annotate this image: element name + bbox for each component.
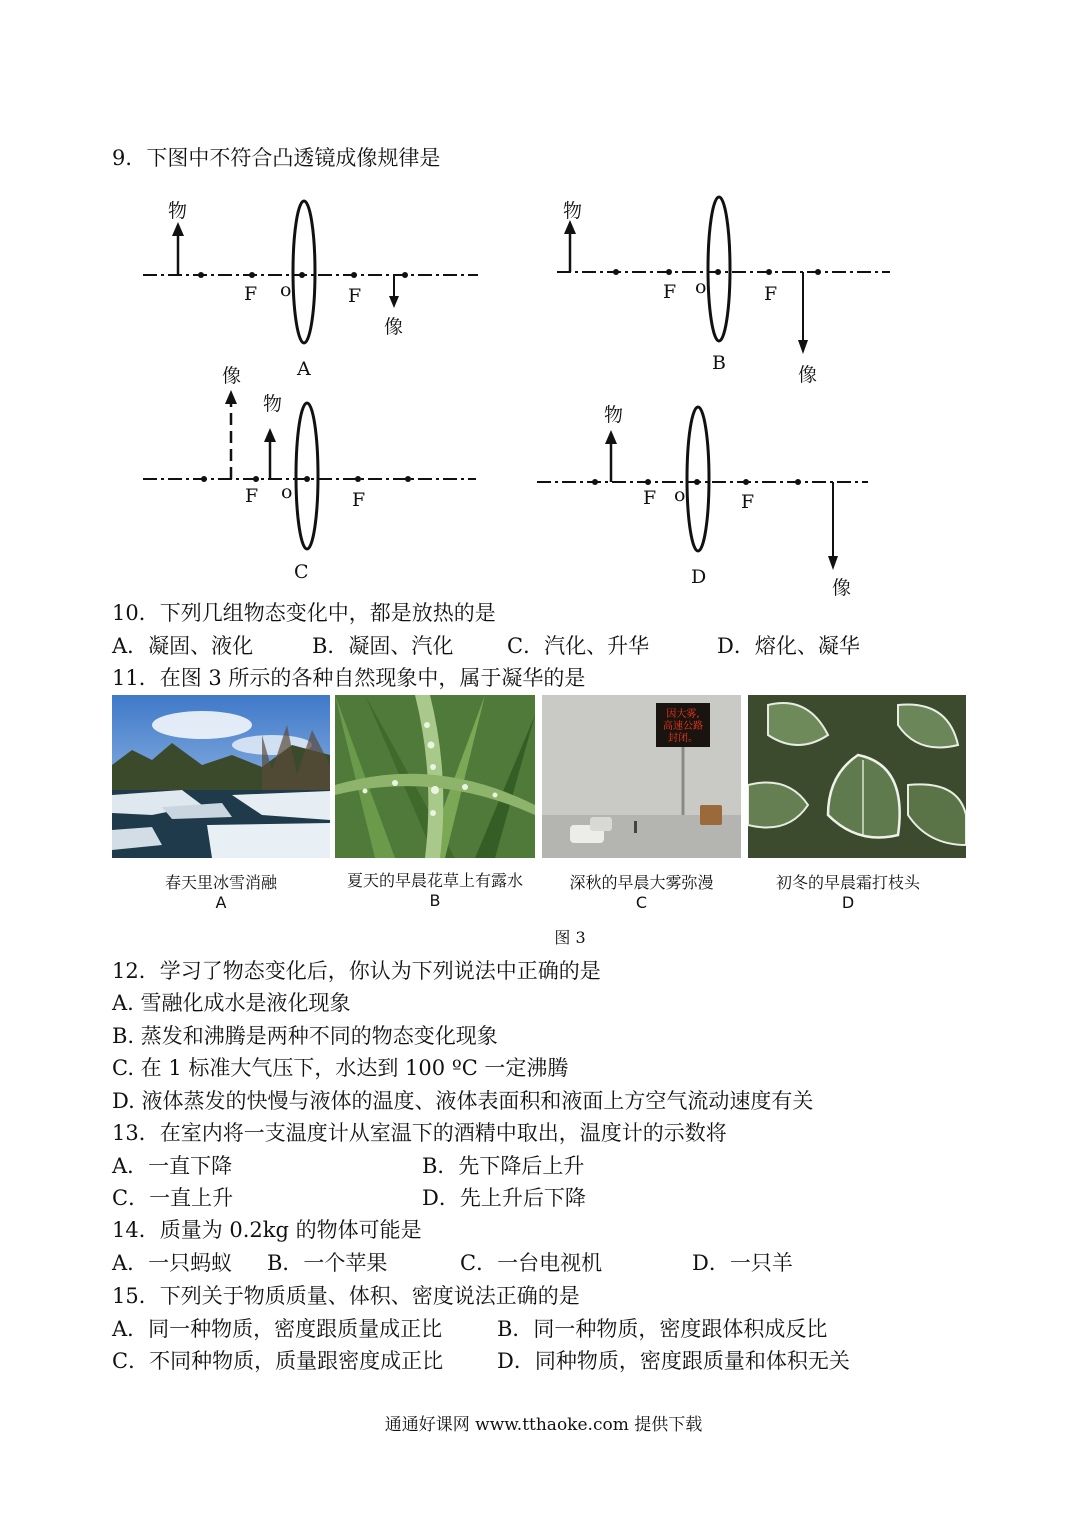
q9-title: 9．下图中不符合凸透镜成像规律是	[112, 146, 441, 170]
label-f-right-a: F	[348, 285, 362, 307]
q15-option-b: B．同一种物质，密度跟体积成反比	[497, 1317, 828, 1341]
q12-title: 12．学习了物态变化后，你认为下列说法中正确的是	[112, 959, 601, 983]
q15-option-d: D．同种物质，密度跟质量和体积无关	[497, 1349, 850, 1373]
q10-option-b: B．凝固、汽化	[312, 634, 454, 658]
image-arrow-b	[798, 340, 808, 354]
object-arrow-b	[564, 220, 576, 234]
caption-b-text: 夏天的早晨花草上有露水	[346, 871, 523, 890]
label-letter-a: A	[297, 358, 311, 380]
photo-dew-grass	[335, 695, 535, 858]
q15-option-c: C．不同种物质，质量跟密度成正比	[112, 1349, 444, 1373]
q10-option-a: A．凝固、液化	[112, 634, 254, 658]
caption-d-text: 初冬的早晨霜打枝头	[775, 873, 920, 892]
caption-c	[542, 870, 741, 912]
caption-c-letter: C	[635, 893, 648, 912]
label-o-d: o	[674, 484, 686, 506]
label-image-c: 像	[222, 365, 242, 387]
q12-option-b: B. 蒸发和沸腾是两种不同的物态变化现象	[112, 1024, 498, 1048]
q13-title: 13．在室内将一支温度计从室温下的酒精中取出，温度计的示数将	[112, 1121, 727, 1145]
label-letter-b: B	[712, 352, 726, 374]
q14-option-a: A．一只蚂蚁	[112, 1251, 233, 1275]
label-f-right-c: F	[352, 489, 366, 511]
label-object-a: 物	[168, 200, 188, 222]
caption-a-letter: A	[215, 893, 227, 912]
diagram-d	[537, 404, 868, 599]
label-image-d: 像	[832, 577, 852, 599]
label-letter-d: D	[691, 566, 707, 588]
label-f-right-b: F	[764, 283, 778, 305]
q13-option-d: D．先上升后下降	[422, 1186, 586, 1210]
diagram-b	[557, 197, 890, 386]
q15-title: 15．下列关于物质质量、体积、密度说法正确的是	[112, 1284, 580, 1308]
q14-option-c: C．一台电视机	[460, 1251, 603, 1275]
label-f-left-c: F	[245, 485, 259, 507]
q15-option-a: A．同一种物质，密度跟质量成正比	[112, 1317, 443, 1341]
caption-a-text: 春天里冰雪消融	[164, 873, 277, 892]
lens-diagrams	[0, 0, 1087, 600]
caption-d	[748, 870, 948, 912]
photo-melting-ice	[112, 695, 330, 858]
label-image-b: 像	[798, 364, 818, 386]
q12-option-a: A. 雪融化成水是液化现象	[112, 991, 351, 1015]
label-object-d: 物	[604, 404, 624, 426]
label-o-b: o	[695, 276, 707, 298]
label-image-a: 像	[384, 316, 404, 338]
caption-d-letter: D	[841, 893, 855, 912]
figure-label: 图 3	[554, 928, 586, 947]
image-arrow-a	[389, 296, 399, 308]
q10-option-c: C．汽化、升华	[507, 634, 650, 658]
label-o-c: o	[281, 481, 293, 503]
diagram-c	[143, 365, 476, 583]
q13-option-c: C．一直上升	[112, 1186, 234, 1210]
label-f-left-b: F	[663, 281, 677, 303]
caption-c-text: 深秋的早晨大雾弥漫	[569, 873, 714, 892]
sign-line-2: 高速公路	[663, 721, 703, 732]
photo-fog-highway	[542, 695, 741, 858]
caption-b-letter: B	[429, 891, 441, 910]
q10-option-d: D．熔化、凝华	[717, 634, 860, 658]
q13-option-a: A．一直下降	[112, 1154, 233, 1178]
sign-line-3: 封闭。	[668, 733, 698, 744]
q14-option-b: B．一个苹果	[267, 1251, 388, 1275]
label-object-b: 物	[563, 200, 583, 222]
q14-option-d: D．一只羊	[692, 1251, 793, 1275]
label-o-a: o	[280, 279, 292, 301]
footer-source: 通通好课网 www.tthaoke.com 提供下载	[384, 1415, 703, 1435]
label-f-right-d: F	[741, 491, 755, 513]
q13-option-b: B．先下降后上升	[422, 1154, 585, 1178]
q12-option-c: C. 在 1 标准大气压下，水达到 100 ºC 一定沸腾	[112, 1056, 569, 1080]
image-arrow-c	[225, 390, 237, 404]
q12-option-d: D. 液体蒸发的快慢与液体的温度、液体表面积和液面上方空气流动速度有关	[112, 1089, 814, 1113]
q10-title: 10．下列几组物态变化中，都是放热的是	[112, 601, 496, 625]
object-arrow-d	[605, 430, 617, 444]
label-object-c: 物	[263, 393, 283, 415]
caption-b	[335, 868, 535, 910]
caption-a	[112, 870, 330, 912]
q14-title: 14．质量为 0.2kg 的物体可能是	[112, 1218, 422, 1242]
q11-title: 11．在图 3 所示的各种自然现象中，属于凝华的是	[112, 666, 586, 690]
object-arrow-c	[264, 428, 276, 442]
sign-line-1: 因大雾,	[666, 709, 700, 720]
label-letter-c: C	[294, 561, 309, 583]
photo-frost-leaves	[748, 695, 966, 858]
label-f-left-d: F	[643, 487, 657, 509]
object-arrow-a	[172, 222, 184, 236]
diagram-a	[143, 200, 478, 380]
label-f-left-a: F	[244, 283, 258, 305]
image-arrow-d	[828, 556, 838, 570]
